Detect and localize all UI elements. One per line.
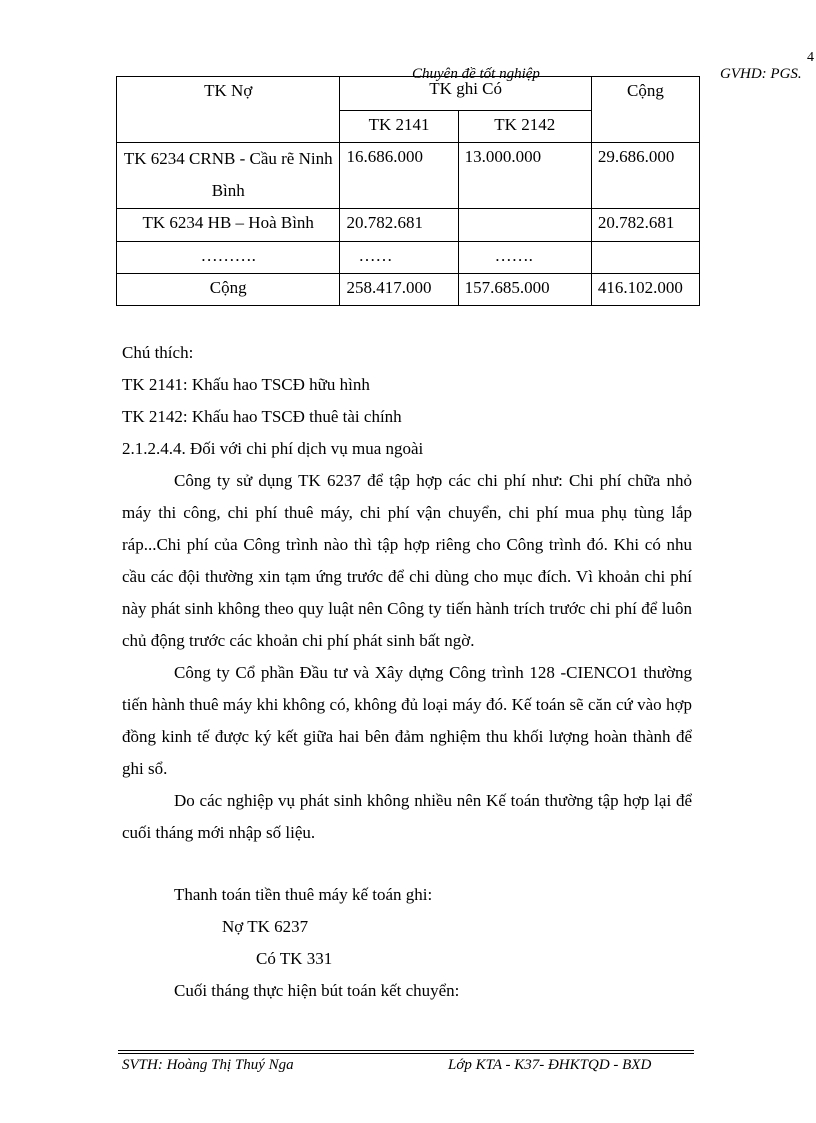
col-2141-header: TK 2141 — [340, 111, 458, 143]
cell-account: Cộng — [117, 274, 340, 306]
page-number: 4 — [807, 50, 814, 65]
cell-tk2142: 157.685.000 — [458, 274, 591, 306]
entry-credit: Có TK 331 — [256, 949, 333, 968]
table-header-row — [117, 77, 700, 111]
footer-class: Lớp KTA - K37- ĐHKTQD - BXD — [448, 1057, 652, 1073]
note-tk2141: TK 2141: Khấu hao TSCĐ hữu hình — [122, 375, 370, 394]
cell-tk2141: 20.782.681 — [340, 209, 458, 242]
cell-total: 29.686.000 — [591, 143, 699, 209]
section-heading: 2.1.2.4.4. Đối với chi phí dịch vụ mua ngoài — [122, 439, 424, 458]
table-total-row — [117, 274, 700, 306]
depreciation-table — [116, 76, 700, 306]
cell-tk2141: 16.686.000 — [340, 143, 458, 209]
col-total-header: Cộng — [591, 77, 699, 143]
cell-account: TK 6234 HB – Hoà Bình — [117, 209, 340, 242]
table-row — [117, 143, 700, 209]
body-text — [122, 337, 692, 1007]
cell-total: 20.782.681 — [591, 209, 699, 242]
col-debit-header: TK Nợ — [117, 77, 340, 143]
col-2142-header: TK 2142 — [458, 111, 591, 143]
note-tk2142: TK 2142: Khấu hao TSCĐ thuê tài chính — [122, 407, 402, 426]
closing-line: Cuối tháng thực hiện bút toán kết chuyển: — [174, 981, 460, 1000]
cell-tk2142 — [458, 209, 591, 242]
cell-total — [591, 242, 699, 274]
cell-tk2142: 13.000.000 — [458, 143, 591, 209]
paragraph-3: Do các nghiệp vụ phát sinh không nhiều nên Kế toán thường tập hợp lại để cuối tháng mới nhập số liệu. — [122, 791, 692, 842]
cell-account: ………. — [117, 242, 340, 274]
running-header-title: Chuyên đề tốt nghiệp — [412, 66, 540, 82]
footer-divider — [118, 1053, 694, 1054]
footer-student: SVTH: Hoàng Thị Thuý Nga — [122, 1057, 294, 1073]
entry-intro: Thanh toán tiền thuê máy kế toán ghi: — [174, 885, 433, 904]
paragraph-2: Công ty Cổ phần Đầu tư và Xây dựng Công trình 128 -CIENCO1 thường tiến hành thuê máy khi không có, không đủ loại máy đó. Kế toán sẽ căn cứ vào hợp đồng kinh tế được ký kết giữa hai bên đảm nghiệm thu khối lượng hoàn thành để ghi sổ. — [122, 663, 692, 778]
entry-debit: Nợ TK 6237 — [222, 917, 309, 936]
table-row — [117, 209, 700, 242]
running-header-advisor: GVHD: PGS. — [720, 66, 802, 82]
table-row — [117, 242, 700, 274]
cell-tk2141: 258.417.000 — [340, 274, 458, 306]
cell-account: TK 6234 CRNB - Cầu rẽ Ninh Bình — [117, 143, 340, 209]
cell-tk2141: …… — [340, 242, 458, 274]
notes-heading: Chú thích: — [122, 343, 194, 362]
cell-total: 416.102.000 — [591, 274, 699, 306]
cell-tk2142: ……. — [458, 242, 591, 274]
col-credit-group-header: TK ghi Có — [340, 77, 591, 111]
footer-divider — [118, 1050, 694, 1051]
paragraph-1: Công ty sử dụng TK 6237 để tập hợp các chi phí như: Chi phí chữa nhỏ máy thi công, chi phí thuê máy, chi phí vận chuyển, chi phí mua phụ tùng lắp ráp...Chi phí của Công trình nào thì tập hợp riêng cho Công trình đó. Khi có nhu cầu các đội thường xin tạm ứng trước để chi dùng cho mục đích. Vì khoản chi phí này phát sinh không theo quy luật nên Công ty tiến hành trích trước chi phí để luôn chủ động trước các khoản chi phí phát sinh bất ngờ. — [122, 471, 692, 650]
